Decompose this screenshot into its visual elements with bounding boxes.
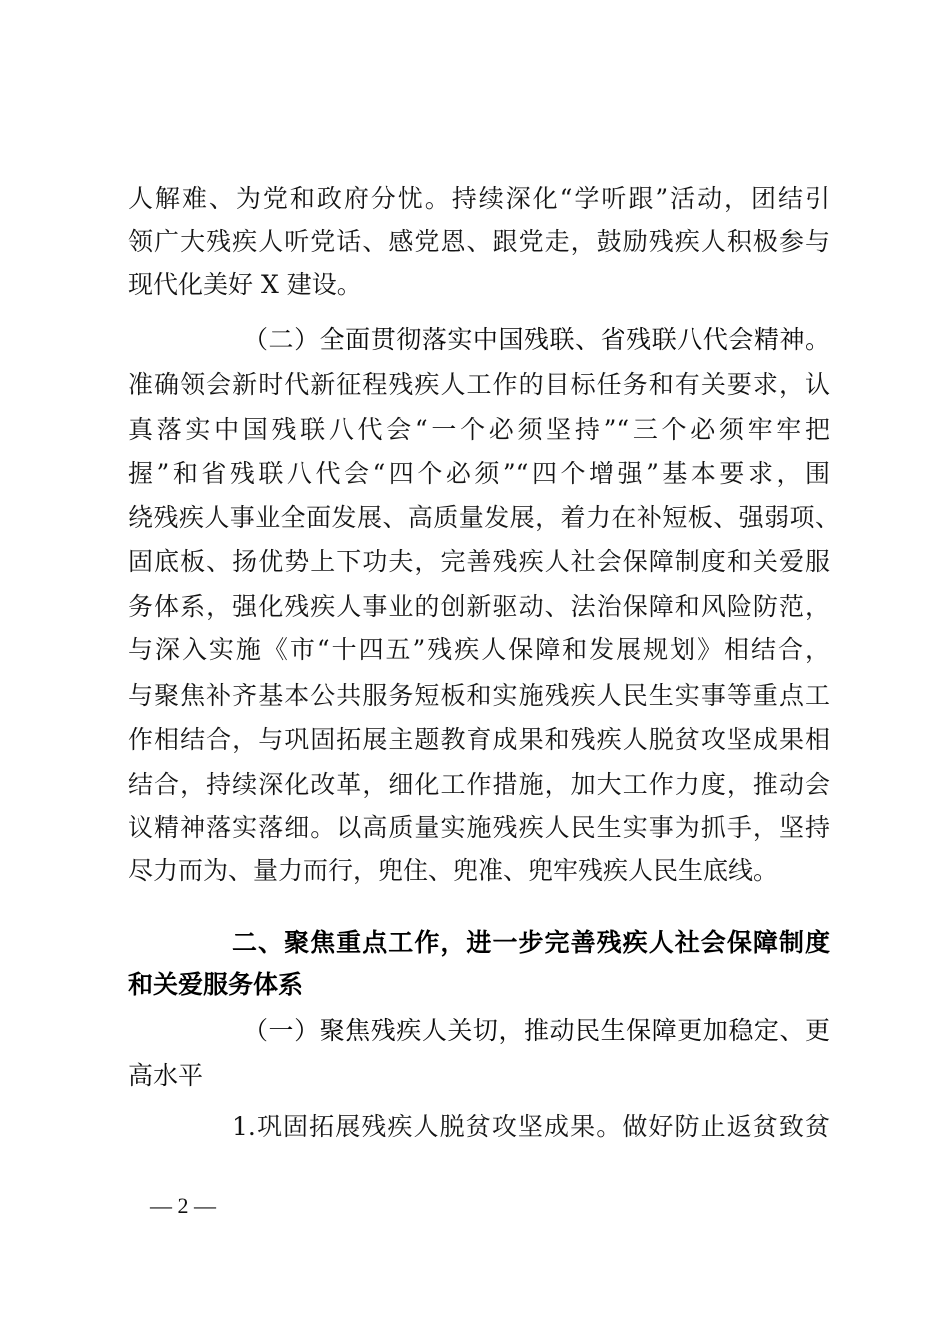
- body-text-line: 人解难、为党和政府分忧。持续深化“学听跟”活动，团结引: [128, 184, 830, 213]
- section-heading-continued: 和关爱服务体系: [128, 970, 304, 999]
- body-text-line: 真落实中国残联八代会“一个必须坚持”“三个必须牢牢把: [128, 415, 830, 444]
- subheading-1-continued: 高水平: [128, 1061, 204, 1090]
- body-text-line: 领广大残疾人听党话、感党恩、跟党走，鼓励残疾人积极参与: [128, 227, 830, 256]
- body-text-line: 固底板、扬优势上下功夫，完善残疾人社会保障制度和关爱服: [128, 547, 830, 576]
- section-heading: 二、聚焦重点工作，进一步完善残疾人社会保障制度: [232, 928, 830, 957]
- subheading-2: （二）全面贯彻落实中国残联、省残联八代会精神。: [243, 325, 830, 354]
- subheading-1: （一）聚焦残疾人关切，推动民生保障更加稳定、更: [243, 1016, 830, 1045]
- body-text-line: 尽力而为、量力而行，兜住、兜准、兜牢残疾人民生底线。: [128, 856, 779, 885]
- body-text-line: 与深入实施《市“十四五”残疾人保障和发展规划》相结合，: [128, 635, 830, 664]
- body-text-line: 握”和省残联八代会“四个必须”“四个增强”基本要求，围: [128, 459, 830, 488]
- body-text-line: 结合，持续深化改革，细化工作措施，加大工作力度，推动会: [128, 770, 830, 799]
- body-text-line: 作相结合，与巩固拓展主题教育成果和残疾人脱贫攻坚成果相: [128, 725, 830, 754]
- body-text-line: 议精神落实落细。以高质量实施残疾人民生实事为抓手，坚持: [128, 813, 830, 842]
- list-item-1: 1.巩固拓展残疾人脱贫攻坚成果。做好防止返贫致贫: [232, 1112, 830, 1141]
- body-text-line: 绕残疾人事业全面发展、高质量发展，着力在补短板、强弱项、: [128, 503, 840, 532]
- body-text-line: 与聚焦补齐基本公共服务短板和实施残疾人民生实事等重点工: [128, 681, 830, 710]
- body-text-line: 准确领会新时代新征程残疾人工作的目标任务和有关要求，认: [128, 370, 830, 399]
- body-text-line: 现代化美好 X 建设。: [128, 270, 362, 299]
- page-number: — 2 —: [150, 1193, 216, 1218]
- body-text-line: 务体系，强化残疾人事业的创新驱动、法治保障和风险防范，: [128, 592, 830, 621]
